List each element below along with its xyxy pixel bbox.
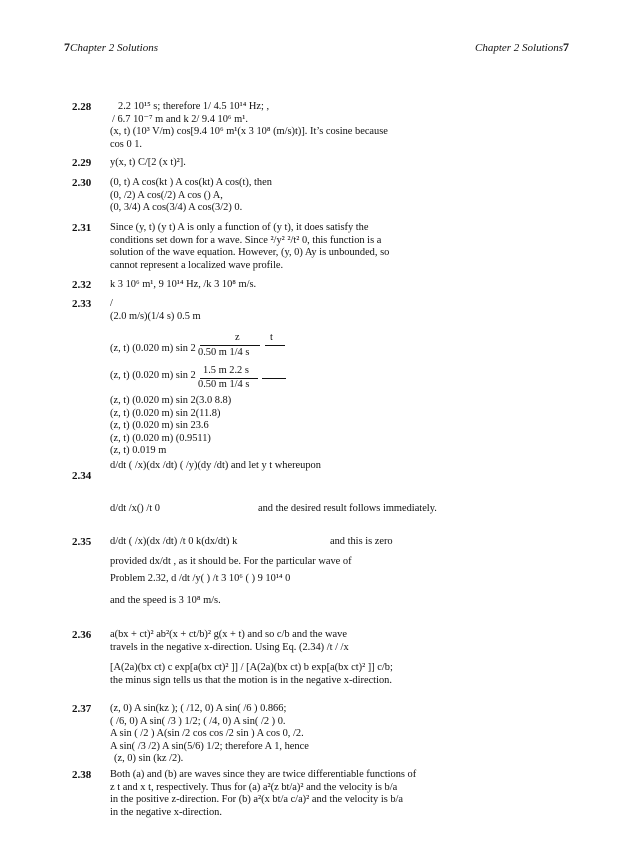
problem-number: 2.38 bbox=[72, 769, 92, 781]
equation-numerator: 1.5 m 2.2 s bbox=[203, 365, 249, 376]
text-line: (z, t) (0.020 m) (0.9511) bbox=[110, 432, 211, 444]
text-line: (0, 3/4) A cos(3/4) A cos(3/2) 0. bbox=[110, 202, 243, 214]
problem-body bbox=[110, 703, 470, 766]
text-line: Since (y, t) (y t) A is only a function of (y t), it does satisfy the bbox=[110, 222, 369, 233]
text-line: (2.0 m/s)(1/4 s) 0.5 m bbox=[110, 310, 201, 322]
equation-steps bbox=[110, 395, 231, 458]
equation-numerator: z bbox=[235, 332, 240, 343]
equation-left: (z, t) (0.020 m) sin 2 bbox=[110, 343, 196, 354]
text-line: in the negative x-direction. bbox=[110, 806, 222, 818]
problem-number: 2.31 bbox=[72, 222, 92, 234]
problem-number: 2.34 bbox=[72, 470, 92, 482]
text-line: z t and x t, respectively. Thus for (a) a²(z bt/a)² and the velocity is b/a bbox=[110, 781, 398, 793]
text-line: d/dt ( /x)(dx /dt) ( /y)(dy /dt) and let y t whereupon bbox=[110, 460, 321, 471]
header-title-right: Chapter 2 Solutions bbox=[474, 42, 563, 54]
text-line: 2.2 10¹⁵ s; therefore 1/ 4.5 10¹⁴ Hz; , bbox=[118, 101, 270, 112]
problem-body bbox=[110, 222, 470, 272]
equation-denominator: 0.50 m 1/4 s bbox=[198, 347, 250, 358]
equation-left: d/dt /x() /t 0 bbox=[110, 503, 160, 514]
text-line: in the positive z-direction. For (b) a²(x bt/a c/a)² and the velocity is b/a bbox=[110, 794, 404, 806]
text-line: (z, 0) A sin(kz ); ( /12, 0) A sin( /6 ) 0.866; bbox=[110, 703, 287, 714]
text-line: cannot represent a localized wave profile. bbox=[110, 259, 284, 271]
text-line: A sin( /3 /2) A sin(5/6) 1/2; therefore A 1, hence bbox=[110, 740, 309, 752]
text-line: (0, t) A cos(kt ) A cos(kt) A cos(t), then bbox=[110, 177, 272, 188]
fraction-bar bbox=[262, 378, 286, 379]
text-line: solution of the wave equation. However, (y, 0) Ay is unbounded, so bbox=[110, 247, 390, 259]
text-line: k 3 10⁶ m¹, 9 10¹⁴ Hz, /k 3 10⁸ m/s. bbox=[110, 279, 257, 290]
equation-numerator: t bbox=[270, 332, 273, 343]
text-block bbox=[110, 556, 352, 607]
problem-number: 2.29 bbox=[72, 157, 92, 169]
text-line: y(x, t) C/[2 (x t)²]. bbox=[110, 157, 186, 168]
fraction-bar bbox=[200, 345, 260, 346]
text-line: (z, t) 0.019 m bbox=[110, 445, 167, 457]
equation-left: d/dt ( /x)(dx /dt) /t 0 k(dx/dt) k bbox=[110, 536, 238, 547]
problem-2-33 bbox=[72, 298, 472, 458]
text-line: and the speed is 3 10⁸ m/s. bbox=[110, 594, 221, 606]
text-line: provided dx/dt , as it should be. For the particular wave of bbox=[110, 556, 352, 567]
page-number-left: 7 bbox=[64, 40, 70, 54]
problem-2-35 bbox=[72, 536, 472, 626]
fraction-bar bbox=[265, 345, 285, 346]
running-header-right bbox=[475, 40, 569, 55]
text-line: (x, t) (10³ V/m) cos[9.4 10⁶ m¹(x 3 10⁸ (m/s)t)]. It’s cosine because bbox=[110, 126, 388, 138]
text-line: / 6.7 10⁻⁷ m and k 2/ 9.4 10⁶ m¹. bbox=[112, 113, 248, 125]
problem-number: 2.36 bbox=[72, 629, 92, 641]
text-line: conditions set down for a wave. Since ²/y² ²/t² 0, this function is a bbox=[110, 234, 382, 246]
text-line: [A(2a)(bx ct) c exp[a(bx ct)² ]] / [A(2a)(bx ct) b exp[a(bx ct)² ]] c/b; bbox=[110, 662, 393, 674]
text-line: cos 0 1. bbox=[110, 138, 143, 150]
text-line: and the desired result follows immediately. bbox=[258, 503, 437, 514]
text-line: travels in the negative x-direction. Using Eq. (2.34) /t / /x bbox=[110, 641, 349, 653]
problem-body bbox=[110, 279, 470, 292]
problem-2-34 bbox=[72, 460, 472, 520]
running-header-left bbox=[64, 40, 158, 55]
text-line: (z, t) (0.020 m) sin 23.6 bbox=[110, 420, 209, 432]
equation-denominator: 0.50 m 1/4 s bbox=[198, 379, 250, 390]
text-line: and this is zero bbox=[330, 536, 393, 547]
spacer-line bbox=[110, 654, 470, 662]
text-line: / bbox=[110, 298, 113, 309]
problem-number: 2.28 bbox=[72, 101, 92, 113]
text-line: A sin ( /2 ) A(sin /2 cos cos /2 sin ) A cos 0, /2. bbox=[110, 728, 304, 740]
text-line: the minus sign tells us that the motion is in the negative x-direction. bbox=[110, 674, 392, 686]
problem-body bbox=[110, 536, 470, 626]
problem-body bbox=[110, 769, 470, 819]
header-title-left: Chapter 2 Solutions bbox=[70, 42, 159, 54]
problem-number: 2.37 bbox=[72, 703, 92, 715]
problem-body bbox=[110, 298, 470, 458]
problem-body bbox=[110, 157, 470, 170]
problem-number: 2.35 bbox=[72, 536, 92, 548]
equation-left: (z, t) (0.020 m) sin 2 bbox=[110, 370, 196, 381]
text-line: ( /6, 0) A sin( /3 ) 1/2; ( /4, 0) A sin( /2 ) 0. bbox=[110, 715, 286, 727]
problem-body bbox=[110, 177, 470, 215]
text-line: Problem 2.32, d /dt /y( ) /t 3 10⁶ ( ) 9 10¹⁴ 0 bbox=[110, 572, 291, 584]
text-line: (z, t) (0.020 m) sin 2(3.0 8.8) bbox=[110, 395, 232, 406]
text-line: Both (a) and (b) are waves since they are twice differentiable functions of bbox=[110, 769, 417, 780]
problem-body bbox=[110, 460, 470, 520]
problem-body bbox=[110, 629, 470, 687]
page-number-right: 7 bbox=[563, 40, 569, 54]
problem-body bbox=[110, 101, 470, 151]
text-line: a(bx + ct)² ab²(x + ct/b)² g(x + t) and so c/b and the wave bbox=[110, 629, 347, 640]
problem-number: 2.30 bbox=[72, 177, 92, 189]
text-line: (0, /2) A cos(/2) A cos () A, bbox=[110, 189, 223, 201]
text-line: (z, 0) sin (kz /2). bbox=[114, 753, 184, 765]
problem-number: 2.32 bbox=[72, 279, 92, 291]
problem-number: 2.33 bbox=[72, 298, 92, 310]
text-line: (z, t) (0.020 m) sin 2(11.8) bbox=[110, 407, 221, 419]
